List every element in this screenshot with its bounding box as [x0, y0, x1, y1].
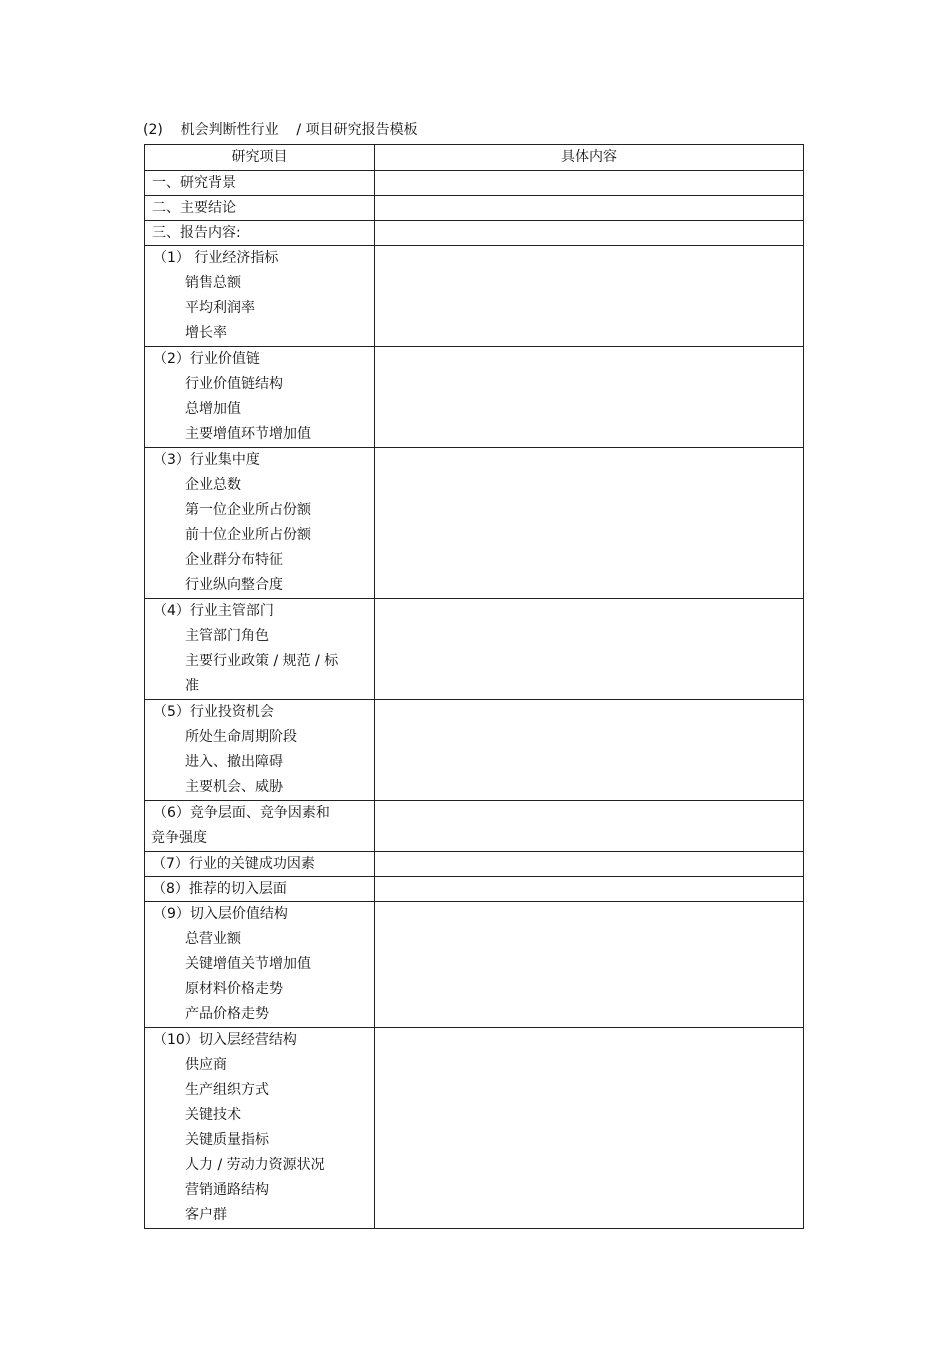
section-item: 主要机会、威胁	[185, 779, 283, 795]
section-item: 供应商	[185, 1057, 227, 1073]
section-heading: （10）切入层经营结构	[153, 1032, 297, 1048]
section-heading: （5）行业投资机会	[153, 704, 274, 720]
row-label-conclusion: 二、主要结论	[152, 200, 236, 216]
table-header-row	[145, 145, 804, 171]
table-row	[145, 902, 804, 1028]
section-item: 平均利润率	[185, 300, 255, 316]
section-item: 人力 / 劳动力资源状况	[185, 1157, 325, 1173]
table-row	[145, 448, 804, 599]
table-row	[145, 221, 804, 246]
section-item: 进入、撤出障碍	[185, 754, 283, 770]
table-row	[145, 801, 804, 852]
table-row	[145, 246, 804, 347]
section-item: 营销通路结构	[185, 1182, 269, 1198]
header-details: 具体内容	[375, 145, 804, 171]
section-item: 行业价值链结构	[185, 376, 283, 392]
section-heading: （2）行业价值链	[153, 351, 260, 367]
row-content-cell	[375, 347, 804, 448]
section-item: 前十位企业所占份额	[185, 527, 311, 543]
section-heading: （4）行业主管部门	[153, 603, 274, 619]
section-item: 主管部门角色	[185, 628, 269, 644]
row-label-key-success-factors: （7）行业的关键成功因素	[152, 856, 315, 872]
section-item: 主要增值环节增加值	[185, 426, 311, 442]
row-content-cell	[375, 599, 804, 700]
table-row	[145, 347, 804, 448]
table-row	[145, 171, 804, 196]
row-label-report-content: 三、报告内容:	[152, 225, 241, 241]
row-content-cell	[375, 801, 804, 852]
section-item: 所处生命周期阶段	[185, 729, 297, 745]
row-content-cell	[375, 171, 804, 196]
section-heading-continuation: 竞争强度	[151, 830, 207, 846]
row-content-cell	[375, 246, 804, 347]
section-heading: （3）行业集中度	[153, 452, 260, 468]
section-heading: （9）切入层价值结构	[153, 906, 288, 922]
row-label-background: 一、研究背景	[152, 175, 236, 191]
section-item: 总营业额	[185, 931, 241, 947]
section-item: 原材料价格走势	[185, 981, 283, 997]
section-heading: （6）竞争层面、竞争因素和	[153, 805, 330, 821]
section-item: 企业总数	[185, 477, 241, 493]
row-content-cell	[375, 448, 804, 599]
section-item: 销售总额	[185, 275, 241, 291]
row-content-cell	[375, 700, 804, 801]
row-label-entry-level: （8）推荐的切入层面	[152, 881, 287, 897]
report-template-table	[144, 144, 804, 1229]
row-content-cell	[375, 877, 804, 902]
row-content-cell	[375, 902, 804, 1028]
section-item: 关键技术	[185, 1107, 241, 1123]
section-item: 客户群	[185, 1207, 227, 1223]
table-row	[145, 877, 804, 902]
table-row	[145, 599, 804, 700]
row-content-cell	[375, 221, 804, 246]
section-item: 行业纵向整合度	[185, 577, 283, 593]
table-row	[145, 196, 804, 221]
section-item: 主要行业政策 / 规范 / 标	[185, 653, 339, 669]
row-content-cell	[375, 196, 804, 221]
section-item: 准	[185, 678, 199, 694]
header-research-item: 研究项目	[145, 145, 375, 171]
section-item: 第一位企业所占份额	[185, 502, 311, 518]
row-content-cell	[375, 1028, 804, 1229]
table-row	[145, 852, 804, 877]
section-item: 产品价格走势	[185, 1006, 269, 1022]
section-item: 企业群分布特征	[185, 552, 283, 568]
table-row	[145, 700, 804, 801]
row-content-cell	[375, 852, 804, 877]
section-item: 关键质量指标	[185, 1132, 269, 1148]
section-item: 生产组织方式	[185, 1082, 269, 1098]
section-item: 增长率	[185, 325, 227, 341]
section-item: 总增加值	[185, 401, 241, 417]
section-item: 关键增值关节增加值	[185, 956, 311, 972]
section-heading: （1） 行业经济指标	[153, 250, 279, 266]
table-row	[145, 1028, 804, 1229]
document-title: (2) 机会判断性行业 / 项目研究报告模板	[143, 122, 418, 138]
